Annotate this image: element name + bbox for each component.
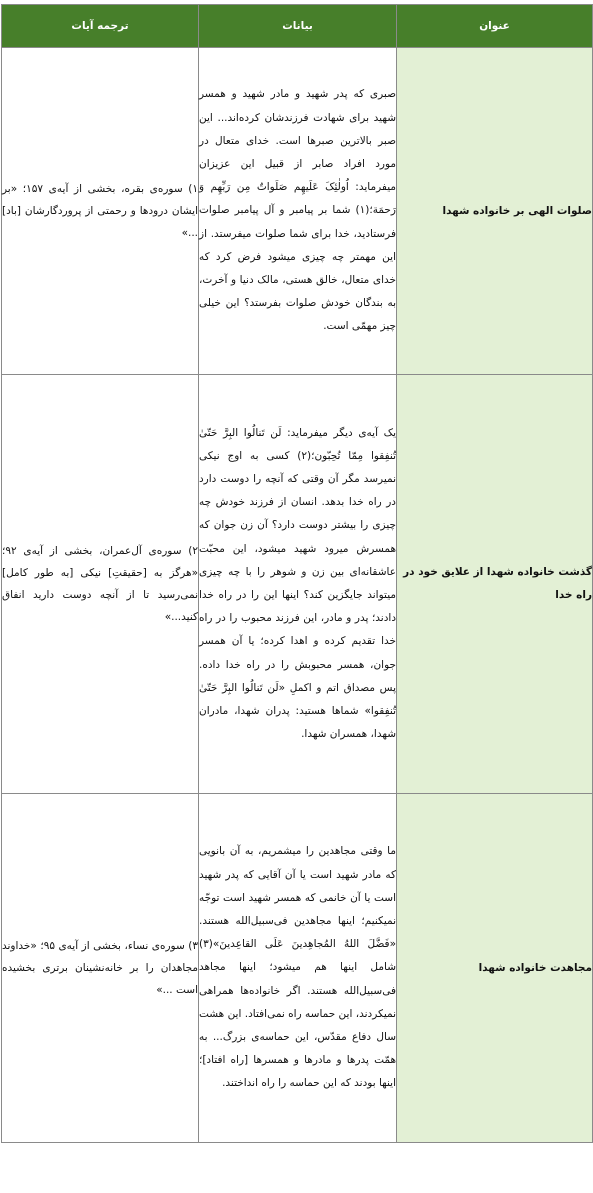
- row-title-cell: [397, 375, 593, 794]
- header-verse-translation: ترجمه آیات: [2, 5, 199, 48]
- row-title-cell: [397, 48, 593, 375]
- row-title: گذشت خانواده شهدا از علایق خود در راه خدا: [403, 566, 592, 601]
- header-statements: بیانات: [199, 5, 397, 48]
- row-title: صلوات الهی بر خانواده شهدا: [442, 204, 592, 217]
- row-translation: ۳) سوره‌ی نساء، بخشی از آیه‌ی ۹۵؛ «خداوند مجاهدان را بر خانه‌نشینان برتری بخشیده است ...»: [2, 940, 198, 996]
- row-translation-cell: [2, 794, 199, 1143]
- row-translation-cell: [2, 48, 199, 375]
- row-statement-cell: [199, 48, 397, 375]
- row-statement-cell: [199, 794, 397, 1143]
- table-row: [2, 375, 593, 794]
- row-statement: یک آیه‌ی دیگر میفرماید: لَن تَنالُوا البِرَّ حَتّیٰ تُنفِقوا مِمّا تُحِبّون؛(۲) کسی به اوج نیکی نمیرسد مگر آن وقتی که آنچه را دوست دارد در راه خدا بدهد. انسان از فرزند خودش چه چیزی را بیشتر دوست دارد؟ آن زن جوان که همسرش میرود شهید میشود، این محبّت عاشقانه‌ای بین زن و شوهر را با چه چیزی میتواند جایگزین کند؟ اینها این را در راه خدا دادند؛ پدر و مادر، این فرزند محبوب را در راه خدا تقدیم کرده و اهدا کرده؛ یا آن همسر جوان، همسر محبوبش را در راه خدا داده. پس مصداق اتم و اکملِ «لَن تَنالُوا البِرَّ حَتّیٰ تُنفِقوا» شماها هستید: پدران شهدا، مادران شهدا، همسران شهدا.: [199, 426, 396, 741]
- row-title: مجاهدت خانواده شهدا: [478, 961, 592, 974]
- row-statement: ما وقتی مجاهدین را میشمریم، به آن بانویی که مادر شهید است یا آن آقایی که پدر شهید است یا آن خانمی که همسر شهید است توجّه نمیکنیم؛ اینها مجاهدین فی‌سبیل‌الله هستند. «فَضَّلَ اللهُ المُجاهِدينَ عَلَى القاعِدينَ»(۳) شامل اینها هم میشود؛ اینها مجاهد فی‌سبیل‌الله هستند. اگر خانواده‌ها همراهی نمیکردند، این حماسه راه نمی‌افتاد. این هشت سال دفاع مقدّس، این حماسه‌ی بزرگ... به همّت پدرها و مادرها و همسرها [راه افتاد]؛ اینها بودند که این حماسه را راه انداختند.: [199, 845, 396, 1090]
- table-row: [2, 48, 593, 375]
- table-row: [2, 794, 593, 1143]
- row-statement-cell: [199, 375, 397, 794]
- row-translation: ۱) سوره‌ی بقره، بخشی از آیه‌ی ۱۵۷؛ «بر ایشان درودها و رحمتی از پروردگارشان [باد] ...»: [2, 183, 199, 239]
- header-title: عنوان: [397, 5, 593, 48]
- row-title-cell: [397, 794, 593, 1143]
- content-table: [1, 4, 593, 1143]
- row-statement: صبری که پدر شهید و مادر شهید و همسر شهید برای شهادت فرزندشان کرده‌اند... این صبر بالاترین صبرها است. خدای متعال در مورد افراد صابر از قبیل این عزیزان میفرماید: اُولٰئِکَ عَلَیهِم صَلَواتٌ مِن رَبِّهِم وَ رَحمَة؛(۱) شما بر پیامبر و آل پیامبر صلوات فرستادید، خدا برای شما صلوات میفرستد. از این مهمتر چه چیزی میشود فرض کرد که خدای متعال، خالق هستی، مالک دنیا و آخرت، به بندگان خودش صلوات بفرستد؟ این خیلی چیز مهمّی است.: [199, 88, 396, 333]
- row-translation: ۲) سوره‌ی آل‌عمران، بخشی از آیه‌ی ۹۲؛ «هرگز به [حقیقتِ] نیکی [به طور کامل] نمی‌رسید تا از آنچه دوست دارید انفاق کنید...»: [2, 545, 198, 623]
- row-translation-cell: [2, 375, 199, 794]
- table-header-row: [2, 5, 593, 48]
